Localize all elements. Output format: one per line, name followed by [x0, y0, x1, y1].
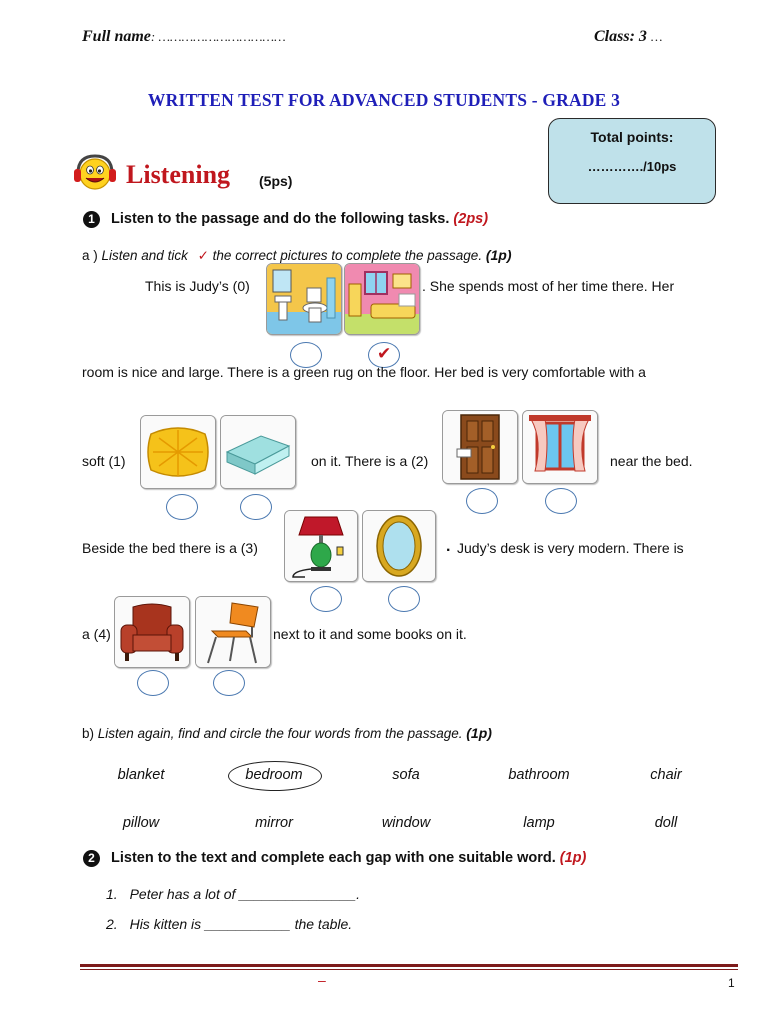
gap-item-number: 1.	[106, 886, 118, 902]
class-label: Class: 3	[594, 28, 647, 45]
chair-picture[interactable]	[195, 596, 271, 668]
gap-item-1	[106, 886, 360, 902]
passage-line-5a: a (4)	[82, 626, 111, 642]
word-option[interactable]: blanket	[117, 767, 165, 783]
passage-line-4b: .	[446, 538, 451, 555]
word-option[interactable]: bedroom	[245, 767, 303, 783]
total-points-label: Total points:	[590, 129, 674, 145]
page-number: 1	[728, 976, 735, 990]
passage-line-1b: . She spends most of her time there. Her	[422, 278, 675, 294]
gap-item-text[interactable]: Peter has a lot of _______________.	[129, 886, 360, 902]
part-a-points: (1p)	[485, 247, 512, 263]
lamp-picture[interactable]	[284, 510, 358, 582]
part-b-points: (1p)	[466, 725, 492, 741]
pillow-picture[interactable]	[140, 415, 216, 489]
full-name-label: Full name	[82, 28, 151, 45]
word-option[interactable]: pillow	[122, 815, 160, 831]
tick-icon: ✓	[197, 248, 209, 263]
answer-circle-2b[interactable]	[545, 488, 577, 514]
window-picture[interactable]	[522, 410, 598, 484]
answer-circle-1a[interactable]	[166, 494, 198, 520]
passage-line-4c: Judy’s desk is very modern. There is	[457, 540, 684, 556]
armchair-picture[interactable]	[114, 596, 190, 668]
task-1-text: Listen to the passage and do the following tasks.	[111, 211, 450, 227]
part-b-text: Listen again, find and circle the four words from the passage.	[97, 726, 463, 741]
footer-rule-thin	[80, 969, 738, 970]
word-option[interactable]: window	[381, 815, 431, 831]
total-points-value[interactable]: …………./10ps	[587, 159, 677, 174]
gap-item-2	[106, 916, 352, 932]
blanket-picture[interactable]	[220, 415, 296, 489]
part-b-instruction	[82, 725, 492, 741]
task-2-points: (1p)	[559, 850, 587, 866]
word-option[interactable]: mirror	[255, 815, 293, 831]
task-2-instruction	[111, 850, 586, 866]
passage-line-2: room is nice and large. There is a green rug on the floor. Her bed is very comfortable with a	[82, 364, 646, 380]
word-option[interactable]: lamp	[523, 815, 555, 831]
task-1-points: (2ps)	[453, 211, 489, 227]
answer-circle-2a[interactable]	[466, 488, 498, 514]
total-points-box	[548, 118, 716, 204]
mirror-picture[interactable]	[362, 510, 436, 582]
bedroom-picture[interactable]	[344, 263, 420, 335]
class-dots[interactable]: …	[650, 29, 663, 44]
passage-line-1a: This is Judy’s (0)	[145, 278, 250, 294]
full-name-field	[82, 28, 286, 46]
part-b-prefix: b)	[82, 726, 98, 741]
task-1-instruction	[111, 211, 488, 227]
answer-circle-3a[interactable]	[310, 586, 342, 612]
class-field	[594, 28, 662, 46]
word-option[interactable]: chair	[650, 767, 682, 783]
footer-center-mark: –	[318, 972, 326, 988]
task-1-bullet: 1	[83, 211, 100, 228]
door-picture[interactable]	[442, 410, 518, 484]
passage-line-3b: on it. There is a (2)	[311, 453, 429, 469]
gap-item-text[interactable]: His kitten is ___________ the table.	[129, 916, 353, 932]
word-option[interactable]: bathroom	[508, 767, 570, 783]
page-title: WRITTEN TEST FOR ADVANCED STUDENTS - GRADE 3	[147, 90, 621, 110]
task-2-bullet: 2	[83, 850, 100, 867]
answer-circle-4a[interactable]	[137, 670, 169, 696]
answer-circle-1b[interactable]	[240, 494, 272, 520]
footer-rule	[80, 964, 738, 967]
part-a-text-1: Listen and tick	[101, 248, 188, 263]
passage-line-5b: next to it and some books on it.	[273, 626, 467, 642]
part-a-instruction	[82, 247, 512, 264]
answer-circle-3b[interactable]	[388, 586, 420, 612]
passage-line-4a: Beside the bed there is a (3)	[82, 540, 258, 556]
headphones-smiley-icon	[72, 153, 118, 193]
gap-item-number: 2.	[106, 916, 118, 932]
full-name-dots[interactable]: : ……………………………	[150, 29, 286, 44]
section-points: (5ps)	[259, 173, 293, 189]
bathroom-picture[interactable]	[266, 263, 342, 335]
passage-line-3a: soft (1)	[82, 453, 126, 469]
part-a-prefix: a )	[82, 248, 102, 263]
part-a-text-2: the correct pictures to complete the passage.	[212, 248, 483, 263]
word-option[interactable]: sofa	[392, 767, 420, 783]
task-2-text: Listen to the text and complete each gap with one suitable word.	[111, 850, 556, 866]
word-option[interactable]: doll	[654, 815, 678, 831]
section-heading: Listening	[126, 160, 231, 189]
check-mark-icon: ✔	[377, 344, 392, 363]
passage-line-3c: near the bed.	[610, 453, 693, 469]
answer-circle-4b[interactable]	[213, 670, 245, 696]
